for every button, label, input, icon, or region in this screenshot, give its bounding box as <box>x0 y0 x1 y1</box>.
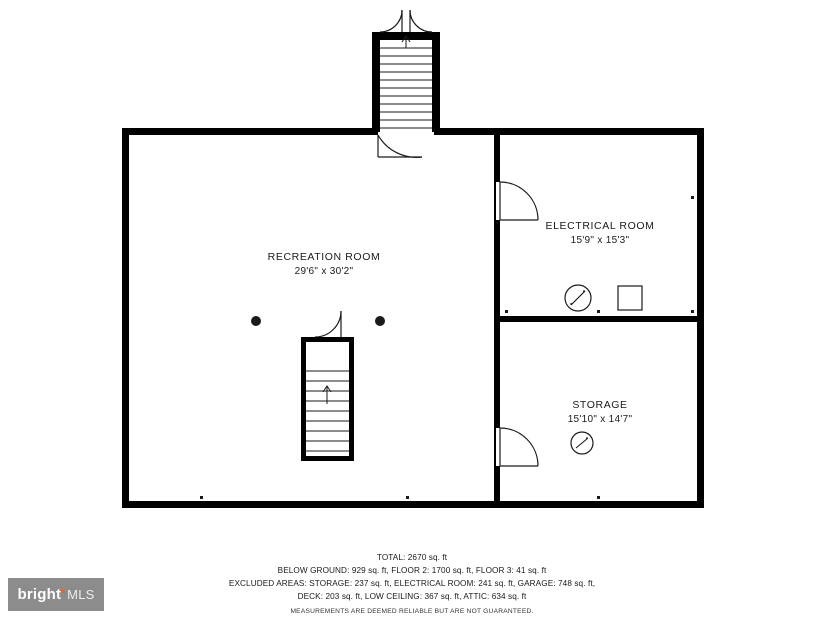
column-left <box>251 316 261 326</box>
recreation-room-name: RECREATION ROOM <box>267 251 381 263</box>
stair-treads-upper <box>380 48 432 128</box>
storage-room-name: STORAGE <box>572 399 628 411</box>
watermark-badge <box>8 578 104 611</box>
door-swing-recreation-entry <box>378 135 422 157</box>
area-summary-legend <box>229 553 595 615</box>
door-swing-top-double <box>380 10 432 32</box>
electrical-fixtures <box>565 285 642 311</box>
storage-room-dims: 15'10" x 14'7" <box>567 414 633 425</box>
watermark-brand <box>17 586 94 603</box>
legend-line-excluded-areas-1: EXCLUDED AREAS: STORAGE: 237 sq. ft, ELECTRICAL ROOM: 241 sq. ft, GARAGE: 748 sq. ft, <box>228 579 596 588</box>
watermark-brand-light: MLS <box>67 587 95 602</box>
stair-treads-lower <box>306 371 349 451</box>
legend-disclaimer: MEASUREMENTS ARE DEEMED RELIABLE BUT ARE NOT GUARANTEED. <box>290 608 534 615</box>
legend-line-total: TOTAL: 2670 sq. ft <box>376 553 448 562</box>
room-label-recreation <box>268 251 381 277</box>
room-label-electrical <box>546 220 655 246</box>
electrical-room-dims: 15'9" x 15'3" <box>570 235 630 246</box>
door-swing-electrical-room <box>496 182 538 220</box>
room-label-storage <box>568 399 633 425</box>
column-right <box>375 316 385 326</box>
legend-line-excluded-areas-2: DECK: 203 sq. ft, LOW CEILING: 367 sq. ft, ATTIC: 634 sq. ft <box>297 592 527 601</box>
storage-fixtures <box>571 432 593 454</box>
interior-walls <box>494 128 697 508</box>
upper-stair-shaft <box>372 10 440 132</box>
support-columns <box>251 316 385 326</box>
lower-stair-shaft <box>301 311 354 461</box>
door-swing-storage-room <box>496 428 538 466</box>
electrical-room-name: ELECTRICAL ROOM <box>545 220 655 232</box>
watermark-brand-bold: bright <box>17 586 62 603</box>
recreation-room-dims: 29'6" x 30'2" <box>294 266 354 277</box>
watermark-accent-dot <box>61 589 65 593</box>
door-swing-lower-stair <box>315 311 341 337</box>
furnace-icon <box>618 286 642 310</box>
legend-line-below-ground: BELOW GROUND: 929 sq. ft, FLOOR 2: 1700 sq. ft, FLOOR 3: 41 sq. ft <box>277 566 547 575</box>
